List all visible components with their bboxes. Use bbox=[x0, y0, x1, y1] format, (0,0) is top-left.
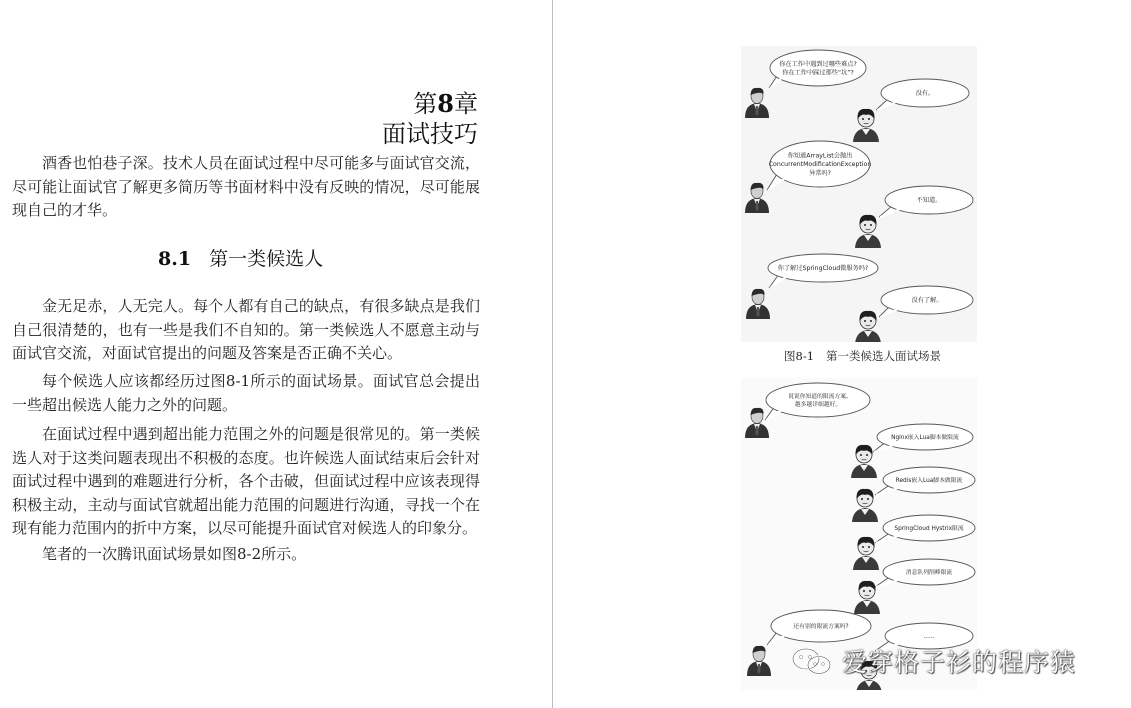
wechat-icon bbox=[790, 646, 834, 676]
bubble-text: ...... bbox=[923, 634, 935, 641]
bubble-text: 没有了解。 bbox=[911, 297, 943, 305]
page-spine bbox=[552, 0, 553, 708]
bubble-text: 越多越详细越好。 bbox=[794, 402, 842, 409]
bubble-text: 异常吗? bbox=[809, 169, 831, 177]
watermark: 爱穿格子衫的程序猿 bbox=[790, 643, 1076, 679]
bubble-text: 不知道。 bbox=[916, 197, 942, 205]
body-paragraph-3: 在面试过程中遇到超出能力范围之外的问题是很常见的。第一类候选人对于这类问题表现出不积极的态度。也许候选人面试结束后会针对面试过程中遇到的难题进行分析，各个击破，但面试过程中应该表现得积极主动，主动与面试官就超出能力范围的问题进行沟通，寻找一个在现有能力范围内的折中方案，以尽可能提升面试官对候选人的印象分。 bbox=[12, 425, 480, 537]
left-page bbox=[0, 0, 552, 708]
bubble-text: 你知道ArrayList会抛出 bbox=[787, 152, 853, 160]
bubble-text: Nginx嵌入Lua脚本做限流 bbox=[891, 435, 959, 442]
chapter-number: 第8章 bbox=[413, 89, 478, 118]
bubble-text: 消息队列削峰限流 bbox=[905, 570, 953, 577]
body-paragraph-2: 每个候选人应该都经历过图8-1所示的面试场景。面试官总会提出一些超出候选人能力之外的问题。 bbox=[12, 372, 480, 414]
figure-8-1 bbox=[741, 46, 977, 342]
intro-paragraph: 酒香也怕巷子深。技术人员在面试过程中尽可能多与面试官交流，尽可能让面试官了解更多简历等书面材料中没有反映的情况，尽可能展现自己的才华。 bbox=[12, 154, 480, 219]
chapter-title: 面试技巧 bbox=[382, 120, 478, 148]
bubble-text: 说说你知道的限流方案, bbox=[788, 393, 848, 400]
body-paragraph-4: 笔者的一次腾讯面试场景如图8-2所示。 bbox=[42, 545, 307, 563]
bubble-text: 你在工作中遇到过哪些难点? bbox=[779, 60, 857, 68]
bubble-text: SpringCloud Hystrix限流 bbox=[894, 526, 964, 533]
body-paragraph-1: 金无足赤，人无完人。每个人都有自己的缺点，有很多缺点是我们自己很清楚的，也有一些是我们不自知的。第一类候选人不愿意主动与面试官交流，对面试官提出的问题及答案是否正确不关心。 bbox=[12, 297, 480, 362]
bubble-text: 你了解过SpringCloud微服务吗? bbox=[777, 265, 869, 273]
bubble-text: Redis嵌入Lua脚本做限流 bbox=[895, 478, 963, 485]
bubble-text: ConcurrentModificationException bbox=[768, 161, 872, 169]
bubble-text: 你在工作中踩过那些“坑”? bbox=[782, 69, 854, 77]
figure-8-1-caption: 图8-1 第一类候选人面试场景 bbox=[784, 349, 942, 363]
bubble-text: 还有别的限流方案吗? bbox=[793, 624, 849, 631]
section-heading: 8.1 第一类候选人 bbox=[158, 248, 324, 270]
bubble-text: 没有。 bbox=[915, 90, 935, 98]
